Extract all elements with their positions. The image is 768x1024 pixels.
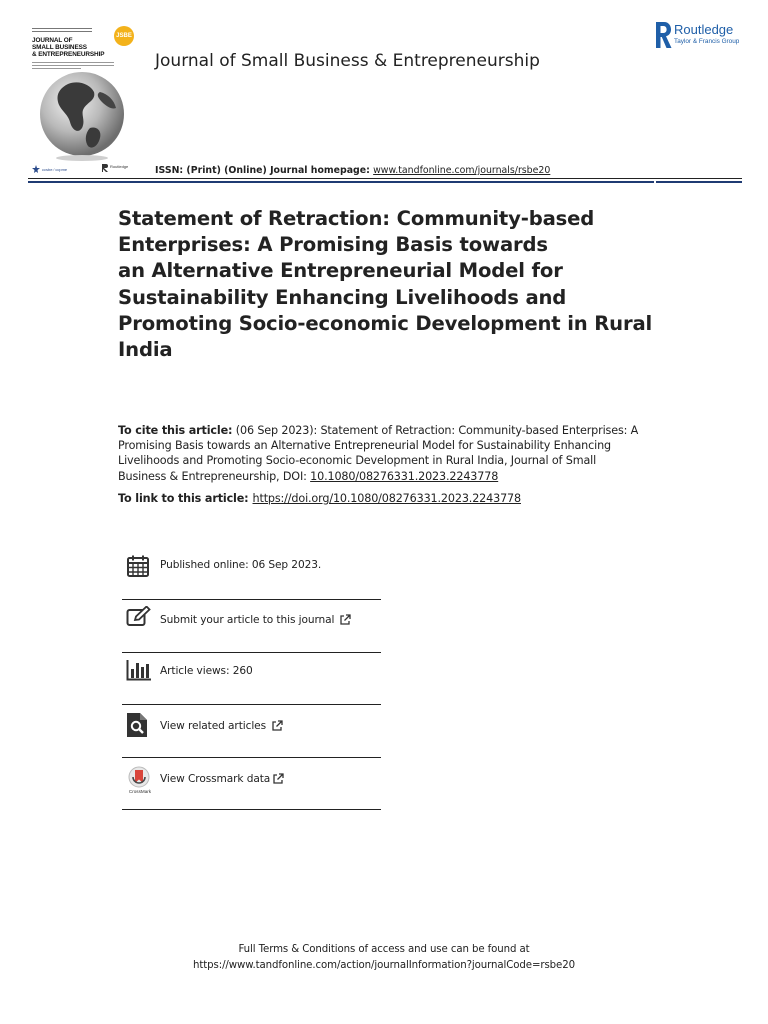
document-search-icon [126, 712, 148, 738]
cover-footer-logos: ccsbe ⁄ ccpme Routledge [30, 162, 140, 176]
routledge-r-icon [654, 22, 672, 48]
published-online-text: Published online: 06 Sep 2023. [160, 559, 322, 571]
terms-footer [0, 942, 768, 973]
submit-article-row[interactable] [122, 602, 381, 654]
submit-article-link[interactable]: Submit your article to this journal [160, 614, 351, 626]
crossmark-row[interactable] [122, 760, 381, 812]
doi-link[interactable]: 10.1080/08276331.2023.2243778 [310, 469, 499, 483]
row-divider [122, 704, 381, 705]
header-divider [28, 181, 742, 183]
globe-icon [38, 70, 128, 162]
row-divider [122, 809, 381, 810]
crossmark-link[interactable]: View Crossmark data [160, 773, 284, 785]
routledge-mini-logo-icon [102, 164, 108, 172]
citation-block: To cite this article: (06 Sep 2023): Statement of Retraction: Community-based Enterprises: A Promising Basis towards an Alternative Entrepreneurial Model for Sustainability Enhancing Livelihoods and Promoting Socio-economic Development in Rural India, Journal of Small Business & Entrepreneurship, DOI: 10.1080/08276331.2023.2243778 [118, 424, 639, 483]
article-views-text: Article views: 260 [160, 665, 253, 677]
terms-text: Full Terms & Conditions of access and use can be found at [238, 944, 530, 955]
published-online-row [122, 548, 381, 600]
calendar-icon [126, 554, 150, 578]
external-link-icon [339, 614, 351, 626]
article-views-row [122, 655, 381, 707]
crossmark-icon [128, 766, 150, 788]
row-divider [122, 599, 381, 600]
link-label: To link to this article: [118, 492, 249, 505]
terms-url[interactable]: https://www.tandfonline.com/action/journalInformation?journalCode=rsbe20 [193, 959, 575, 971]
related-articles-row[interactable] [122, 708, 381, 760]
cite-label: To cite this article: [118, 424, 233, 437]
row-divider [122, 652, 381, 653]
routledge-logo[interactable] [654, 22, 750, 50]
article-title: Statement of Retraction: Community-based Enterprises: A Promising Basis towards an Alternative Entrepreneurial Model for Sustainability Enhancing Livelihoods and Promoting Socio-economic Development in Rural India [118, 207, 653, 362]
journal-cover-image [28, 24, 140, 180]
external-link-icon [271, 720, 283, 732]
journal-title: Journal of Small Business & Entrepreneurship [155, 51, 540, 71]
cover-fine-print [32, 28, 92, 34]
row-divider [122, 757, 381, 758]
crossmark-badge: CrossMark [126, 766, 156, 796]
maple-leaf-icon [32, 165, 40, 173]
journal-homepage-link[interactable]: www.tandfonline.com/journals/rsbe20 [373, 165, 551, 176]
jsbe-badge: JSBE [114, 26, 134, 46]
edit-icon [126, 606, 152, 628]
article-link-line [118, 492, 521, 505]
bar-chart-icon [126, 659, 152, 681]
related-articles-link[interactable]: View related articles [160, 720, 283, 732]
header-divider-thin [28, 178, 742, 179]
publisher-subtitle: Taylor & Francis Group [674, 38, 740, 45]
article-doi-url[interactable]: https://doi.org/10.1080/08276331.2023.2243778 [252, 492, 521, 505]
issn-line [155, 165, 550, 176]
issn-label: ISSN: (Print) (Online) Journal homepage: [155, 165, 374, 176]
external-link-icon [272, 773, 284, 785]
cover-title: JOURNAL OF SMALL BUSINESS & ENTREPRENEURSHIP [32, 37, 105, 58]
publisher-name: Routledge [674, 22, 734, 37]
